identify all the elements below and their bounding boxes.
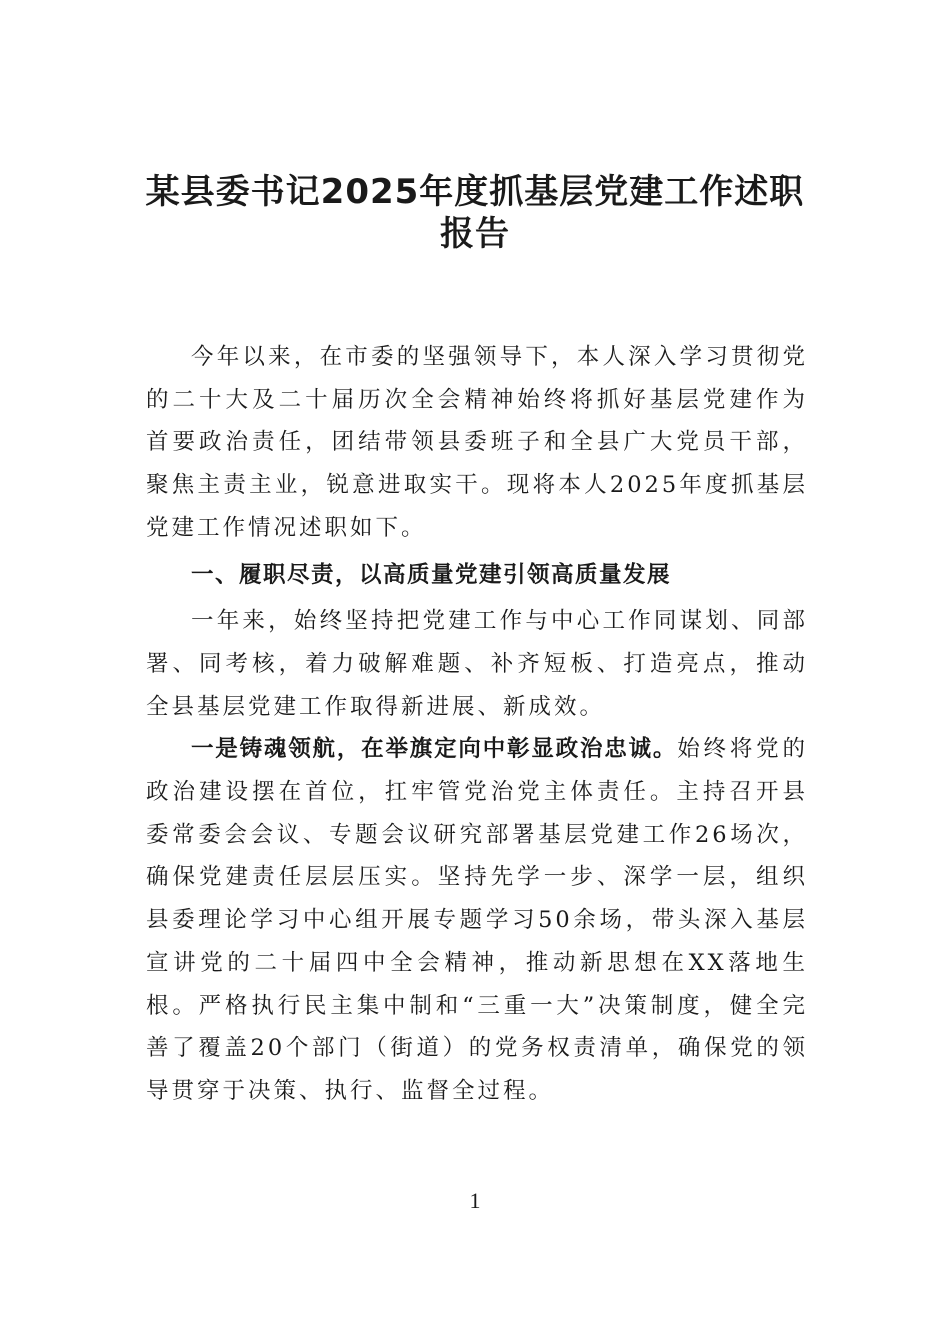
page-number: 1 [469, 1188, 481, 1213]
point-paragraph [146, 728, 808, 1112]
document-body [146, 336, 808, 1113]
section-heading: 一、履职尽责，以高质量党建引领高质量发展 [191, 561, 672, 588]
section-intro-paragraph: 一年来，始终坚持把党建工作与中心工作同谋划、同部署、同考核，着力破解难题、补齐短板、打造亮点，推动全县基层党建工作取得新进展、新成效。 [146, 608, 808, 720]
point-body-text: 始终将党的政治建设摆在首位，扛牢管党治党主体责任。主持召开县委常委会会议、专题会议研究部署基层党建工作26场次，确保党建责任层层压实。坚持先学一步、深学一层，组织县委理论学习中心组开展专题学习50余场，带头深入基层宣讲党的二十届四中全会精神，推动新思想在XX落地生根。严格执行民主集中制和“三重一大”决策制度，健全完善了覆盖20个部门（街道）的党务权责清单，确保党的领导贯穿于决策、执行、监督全过程。 [146, 736, 808, 1104]
document-title-line2: 报告 [440, 214, 510, 254]
intro-paragraph: 今年以来，在市委的坚强领导下，本人深入学习贯彻党的二十大及二十届历次全会精神始终将抓好基层党建作为首要政治责任，团结带领县委班子和全县广大党员干部，聚焦主责主业，锐意进取实干。现将本人2025年度抓基层党建工作情况述职如下。 [146, 344, 808, 541]
point-lead-text: 一是铸魂领航，在举旗定向中彰显政治忠诚。 [191, 736, 678, 763]
document-title-line1: 某县委书记2025年度抓基层党建工作述职 [145, 172, 805, 212]
